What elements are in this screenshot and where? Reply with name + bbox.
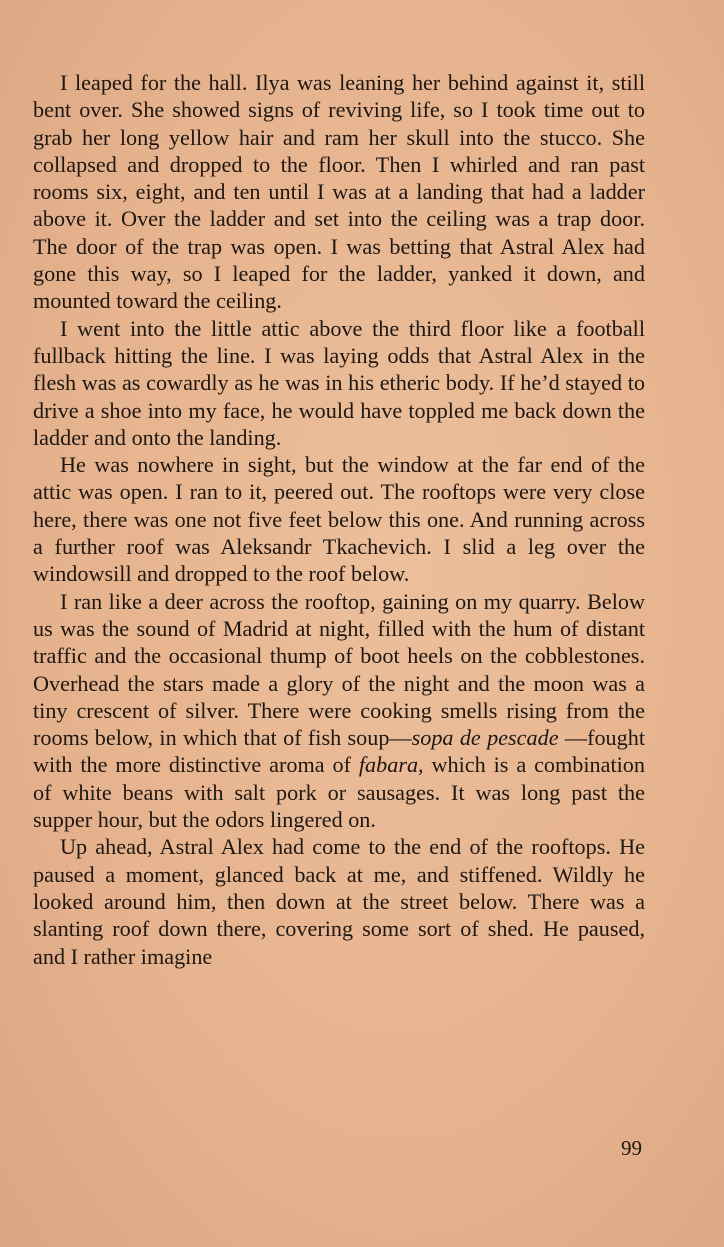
body-text [33,69,645,970]
paragraph-3-text: He was nowhere in sight, but the window at the far end of the attic was open. I ran to it, peered out. The rooftops were very close here, there was one not five feet below this one. And running across a further roof was Aleksandr Tkachevich. I slid a leg over the windowsill and dropped to the roof below. [33,452,645,587]
paragraph-3 [33,451,645,587]
paragraph-2-text: I went into the little attic above the third floor like a football fullback hitting the line. I was laying odds that Astral Alex in the flesh was as cowardly as he was in his etheric body. If he’d stayed to drive a shoe into my face, he would have toppled me back down the ladder and onto the landing. [33,315,645,450]
paragraph-5 [33,833,645,969]
paragraph-4-text-start: I ran like a deer across the rooftop, gaining on my quarry. Below us was the sound of Madrid at night, filled with the hum of distant traffic and the occasional thump of boot heels on the cobblestones. Overhead the stars made a glory of the night and the moon was a tiny crescent of silver. There were cooking smells rising from the rooms below, in which that of fish soup— [33,588,645,751]
italic-sopa-de-pescade: sopa de pescade [411,725,559,751]
page-number: 99 [621,1136,642,1160]
paragraph-1 [33,69,645,315]
paragraph-5-text: Up ahead, Astral Alex had come to the end of the rooftops. He paused a moment, glanced back at me, and stiffened. Wildly he looked around him, then down at the street below. There was a slanting roof down there, covering some sort of shed. He paused, and I rather imagine [33,834,645,969]
paragraph-4-text-end: which is a combination of white beans with salt pork or sausages. It was long past the supper hour, but the odors lingered on. [33,752,645,833]
paragraph-4 [33,588,645,834]
paragraph-4-text-middle: —fought with the more distinctive aroma of [33,725,645,778]
italic-fabara: fabara, [358,752,424,778]
paragraph-1-text: I leaped for the hall. Ilya was leaning her behind against it, still bent over. She showed signs of reviving life, so I took time out to grab her long yellow hair and ram her skull into the stucco. She collapsed and dropped to the floor. Then I whirled and ran past rooms six, eight, and ten until I was at a landing that had a ladder above it. Over the ladder and set into the ceiling was a trap door. The door of the trap was open. I was betting that Astral Alex had gone this way, so I leaped for the ladder, yanked it down, and mounted toward the ceiling. [33,70,645,314]
paragraph-2 [33,315,645,451]
